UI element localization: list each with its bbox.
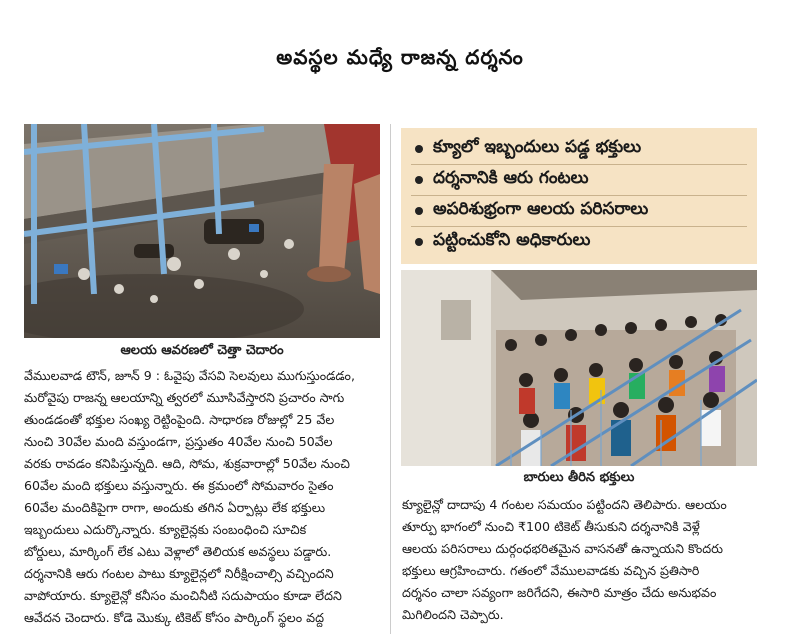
body-line: ఆవేదన చెందారు. కోడె మొక్కు టికెట్ కోసం పార్కింగ్ స్థలం వద్ద	[24, 610, 324, 625]
article-body-left	[24, 365, 384, 629]
body-line: 60వేల మంది భక్తులు వస్తున్నారు. ఈ క్రమంలో సోమవారం సైతం	[24, 478, 334, 493]
caption-right: బారులు తీరిన భక్తులు	[523, 470, 635, 485]
photo-devotees-queue	[401, 270, 757, 466]
body-line: తుండడంతో భక్తుల సంఖ్య రెట్టింపైంది. సాధారణ రోజుల్లో 25 వేల	[24, 412, 335, 427]
highlight-text: పట్టించుకోని అధికారులు	[433, 230, 591, 250]
photo-temple-garbage	[24, 124, 380, 338]
highlights-box	[401, 128, 757, 264]
body-line: మరోవైపు రాజన్న ఆలయాన్ని త్వరలో మూసివేస్తారని ప్రచారం సాగు	[24, 390, 345, 405]
body-line: దర్శనానికి ఆరు గంటల పాటు క్యూలైన్లలో నిరీక్షించాల్సి వచ్చిందని	[24, 566, 334, 581]
bullet-icon	[415, 145, 423, 153]
body-line: నుంచి 30వేల మంది వస్తుండగా, ప్రస్తుతం 40వేల నుంచి 50వేల	[24, 434, 333, 449]
bullet-icon	[415, 238, 423, 246]
body-line: దర్శనం చాలా సవ్యంగా జరిగేదని, ఈసారి మాత్రం చేదు అనుభవం	[402, 585, 717, 600]
headline: అవస్థల మధ్యే రాజన్న దర్శనం	[276, 44, 524, 69]
caption-left: ఆలయ ఆవరణలో చెత్తా చెదారం	[120, 343, 284, 358]
highlight-text: క్యూలో ఇబ్బందులు పడ్డ భక్తులు	[433, 137, 642, 157]
highlight-item	[411, 165, 747, 196]
highlight-text: అపరిశుభ్రంగా ఆలయ పరిసరాలు	[433, 199, 649, 219]
highlight-text: దర్శనానికి ఆరు గంటలు	[433, 168, 589, 188]
photo-temple-garbage-image	[24, 124, 380, 338]
body-line: క్యూలైన్లో దాదాపు 4 గంటల సమయం పట్టిందని తెలిపారు. ఆలయం	[402, 497, 727, 512]
column-divider	[390, 124, 391, 634]
body-line: వాపోయారు. క్యూలైన్లో కనీసం మంచినీటి సదుపాయం కూడా లేదని	[24, 588, 342, 603]
bullet-icon	[415, 176, 423, 184]
body-line: ఆలయ పరిసరాలు దుర్గంధభరితమైన వాసనతో ఉన్నాయని కొందరు	[402, 541, 724, 556]
highlight-item	[411, 196, 747, 227]
body-line: 60వేల మందికిపైగా రాగా, అందుకు తగిన ఏర్పాట్లు లేక భక్తులు	[24, 500, 326, 515]
highlight-item	[411, 227, 747, 257]
highlight-item	[411, 134, 747, 165]
body-line: మిగిలిందని చెప్పారు.	[402, 607, 504, 622]
body-line: బోర్డులు, మార్కింగ్ లేక ఎటు వెళ్లాలో తెలియక అవస్థలు పడ్డారు.	[24, 544, 332, 559]
body-line: వేములవాడ టౌన్, జూన్ 9 : ఓవైపు వేసవి సెలవులు ముగుస్తుండడం,	[24, 368, 355, 383]
body-line: వరకు రావడం కనిపిస్తున్నది. ఆది, సోమ, శుక్రవారాల్లో 50వేల నుంచి	[24, 456, 350, 471]
body-line: తూర్పు భాగంలో నుంచి ₹100 టికెట్ తీసుకుని దర్శనానికి వెళ్లే	[402, 519, 700, 534]
body-line: ఇబ్బందులు ఎదుర్కొన్నారు. క్యూలైన్లకు సంబంధించి సూచిక	[24, 522, 307, 537]
body-line: భక్తులు ఆగ్రహించారు. గతంలో వేములవాడకు వచ్చిన ప్రతిసారి	[402, 563, 700, 578]
photo-devotees-queue-image	[401, 270, 757, 466]
article-body-right	[402, 494, 762, 626]
bullet-icon	[415, 207, 423, 215]
